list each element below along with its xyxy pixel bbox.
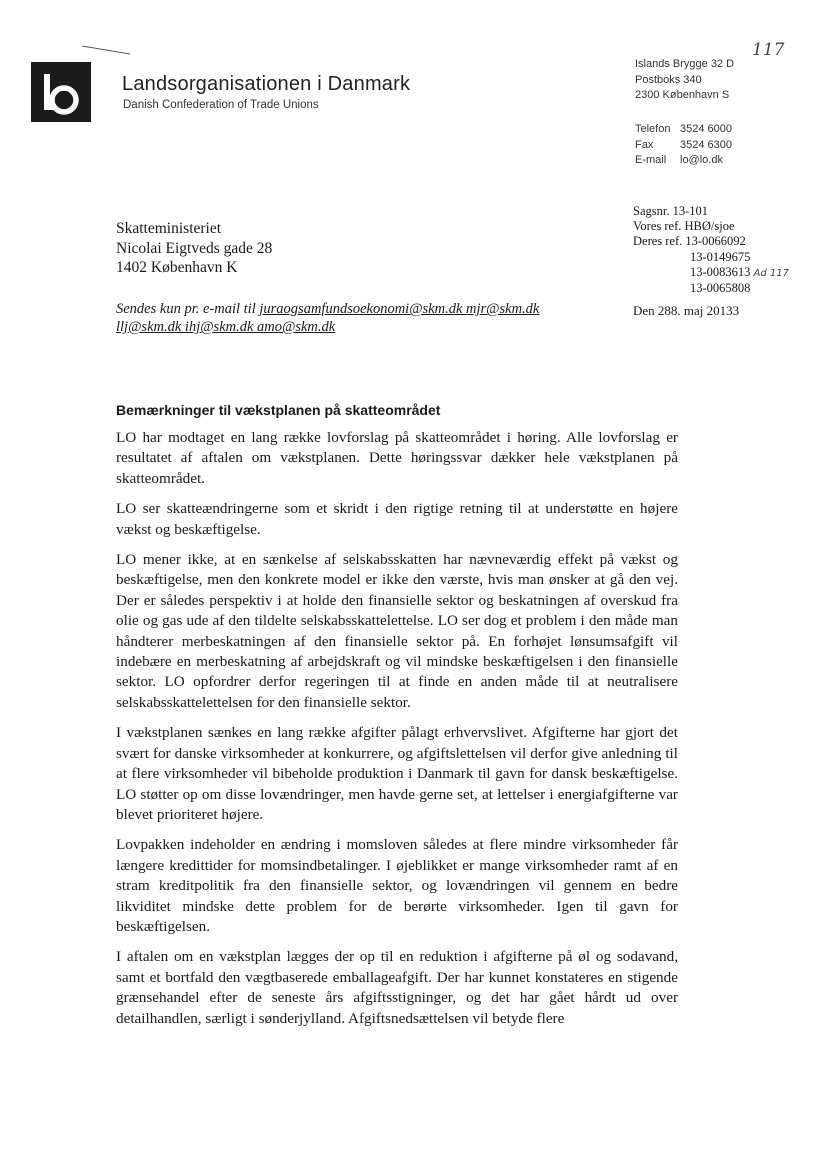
body-paragraph: LO ser skatteændringerne som et skridt i den rigtige retning til at understøtte en højere vækst og beskæftigelse. xyxy=(116,500,678,538)
recipient-street: Nicolai Eigtveds gade 28 xyxy=(116,239,273,257)
body-paragraph: I aftalen om en vækstplan lægges der op til en reduktion i afgifterne på øl og sodavand, samt et bortfald den vægtbaserede emballageafgift. Der har kunnet konstateres en stigende grænsehandel efter de seneste års afgiftsstigninger, og det har gået hårdt ud over detailhandlen, særligt i sønderjylland. Afgiftsnedsættelsen vil betyde flere xyxy=(116,948,678,1027)
recipient-name: Skatteministeriet xyxy=(116,220,222,237)
fax-label: Fax xyxy=(635,138,654,151)
sender-contact xyxy=(635,122,732,169)
email-label: E-mail xyxy=(635,154,667,166)
pen-mark xyxy=(80,40,140,60)
letter-date: Den 288. maj 20133 xyxy=(633,303,740,318)
letter-body xyxy=(116,428,678,1039)
body-paragraph: Lovpakken indeholder en ændring i momsloven således at flere mindre virksomheder får længere kredittider for momsindbetalinger. I øjeblikket er mange virksomheder ramt af en stram kreditpolitik fra den finansielle sektor, og lovændringen vil gennem en bedre likviditet mindske dette problem for de berørte virksomheder. Igen til gavn for beskæftigelsen. xyxy=(116,836,678,935)
your-reference xyxy=(633,265,789,281)
our-reference: Vores ref. HBØ/sjoe xyxy=(633,219,735,234)
sender-address-line: Islands Brygge 32 D xyxy=(635,58,735,70)
body-paragraph: LO har modtaget en lang række lovforslag på skatteområdet i høring. Alle lovforslag er resultatet af aftalen om vækstplanen. Dette høringssvar dækker hele vækstplanen på skatteområdet. xyxy=(116,429,678,487)
send-prefix: Sendes kun pr. e-mail til xyxy=(116,301,260,317)
your-reference: 13-0065808 xyxy=(690,281,751,296)
reference-block xyxy=(633,204,789,296)
sender-address-line: 2300 København S xyxy=(635,89,730,101)
handwritten-reference-note: Ad 117 xyxy=(753,267,790,279)
letter-heading: Bemærkninger til vækstplanen på skatteområdet xyxy=(116,402,441,418)
sender-address xyxy=(635,57,734,104)
email-links[interactable]: llj@skm.dk ihj@skm.dk amo@skm.dk xyxy=(116,319,336,335)
email-value: lo@lo.dk xyxy=(680,154,723,166)
case-number: Sagsnr. 13-101 xyxy=(633,204,708,218)
send-instruction xyxy=(116,300,616,336)
org-subtitle: Danish Confederation of Trade Unions xyxy=(123,99,319,111)
your-reference-number: 13-0083613 xyxy=(690,264,751,279)
phone-label: Telefon xyxy=(635,123,671,135)
org-name: Landsorganisationen i Danmark xyxy=(122,73,411,95)
recipient-city: 1402 København K xyxy=(116,259,238,276)
recipient-address xyxy=(116,219,272,278)
phone-value: 3524 6000 xyxy=(680,123,732,135)
body-paragraph: LO mener ikke, at en sænkelse af selskabsskatten har nævneværdig effekt på vækst og beskæftigelse, men den konkrete model er ikke den værste, hvis man ønsker at gå den vej. Der er således perspektiv i at holde den finansielle sektor og beskatningen af overskud fra olie og gas ude af den tildelte selskabsskattelettelse. LO ser dog et problem i den måde man håndterer merbeskatningen af den finansielle sektor på. En forhøjet lønsumsafgift vil indebære en merbeskatning af arbejdskraft og vil mindske beskæftigelsen i den finansielle sektor. LO opfordrer derfor regeringen til at finde en anden måde til at neutralisere selskabsskattelettelsen for den finansielle sektor. xyxy=(116,551,678,711)
email-links[interactable]: juraogsamfundsoekonomi@skm.dk mjr@skm.dk xyxy=(259,301,540,317)
lo-logo xyxy=(31,62,91,122)
fax-value: 3524 6300 xyxy=(680,138,732,151)
body-paragraph: I vækstplanen sænkes en lang række afgifter pålagt erhvervslivet. Afgifterne har gjort det svært for danske virksomheder at konkurrere, og afgiftslettelsen vil derfor give anledning til at flere virksomheder vil bibeholde produktion i Danmark til gavn for dansk beskæftigelse. LO støtter op om disse lovændringer, men havde gerne set, at lettelser i energiafgifterne var blevet prioriteret højere. xyxy=(116,724,678,823)
your-reference: 13-0149675 xyxy=(690,249,751,264)
handwritten-note: 117 xyxy=(752,40,785,60)
your-reference: Deres ref. 13-0066092 xyxy=(633,234,746,249)
sender-address-line: Postboks 340 xyxy=(635,73,702,86)
